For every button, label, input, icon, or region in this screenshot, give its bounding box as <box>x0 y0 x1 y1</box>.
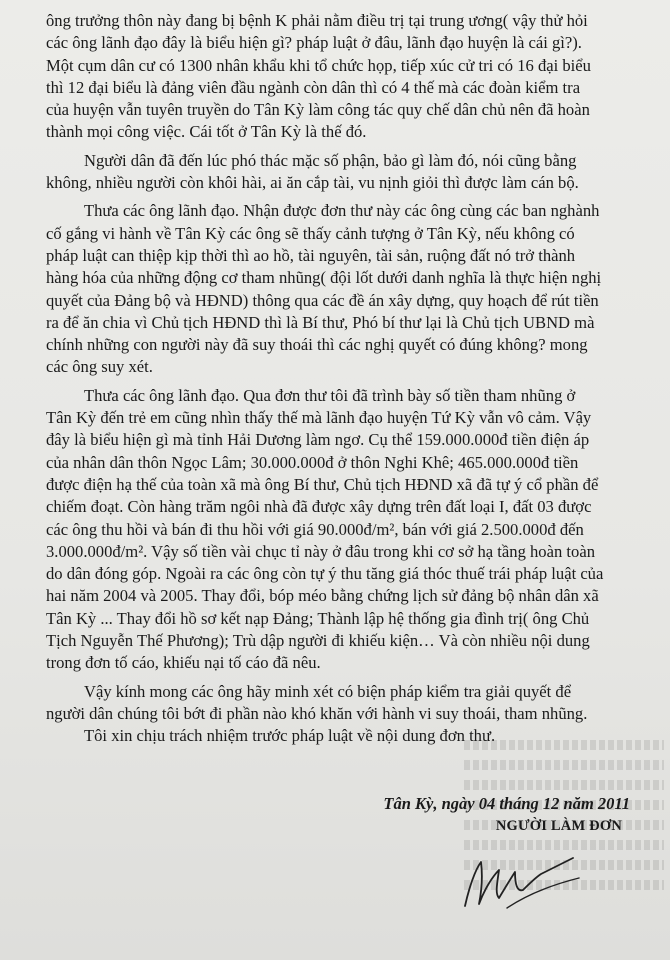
body-line: Một cụm dân cư có 1300 nhân khẩu khi tổ chức họp, tiếp xúc cử tri có 16 đại biểu <box>46 55 591 75</box>
paragraph-start: Thưa các ông lãnh đạo. Qua đơn thư tôi đã trình bày số tiền tham nhũng ở <box>84 385 576 405</box>
body-line: chiếm đoạt. Còn hàng trăm ngôi nhà đã được xây dựng trên đất loại I, đất 03 được <box>46 497 592 517</box>
place-date: Tân Kỳ, ngày 04 tháng 12 năm 2011 <box>383 794 630 813</box>
body-line: pháp luật can thiệp kịp thời thì ao hồ, tài nguyên, tài sản, ruộng đất nó trở thành <box>46 245 576 265</box>
body-line: của nhân dân thôn Ngọc Lâm; 30.000.000đ ở thôn Nghi Khê; 465.000.000đ tiền <box>46 452 579 472</box>
signer-title: NGƯỜI LÀM ĐƠN <box>495 818 622 834</box>
body-line: các ông thu hồi và bán đi thu hồi với giá 90.000đ/m², bán với giá 2.500.000đ đến <box>46 519 584 539</box>
letter-body <box>46 10 628 748</box>
body-line: thì 12 đại biểu là đảng viên đầu ngành còn dân thì có 4 thế mà các đoàn kiểm tra <box>46 77 581 97</box>
body-line: Tân Kỳ đến trẻ em cũng nhìn thấy thế mà lãnh đạo huyện Tứ Kỳ vẫn vô cảm. Vậy <box>46 408 592 428</box>
body-line: được điện hạ thế của toàn xã mà ông Bí thư, Chủ tịch HĐND xã đã tự ý cổ phần để <box>46 474 599 494</box>
body-line: trong đơn tố cáo, khiếu nại tố cáo đã nêu. <box>46 653 321 673</box>
body-line: Tịch Nguyễn Thế Phương); Trù dập người đi khiếu kiện… Và còn nhiều nội dung <box>46 631 590 651</box>
body-line: của huyện vẫn tuyên truyền do Tân Kỳ làm công tác quy chế dân chủ nên đã hoàn <box>46 100 590 120</box>
body-line: ông trưởng thôn này đang bị bệnh K phải nằm điều trị tại trung ương( vậy thử hỏi <box>46 11 588 30</box>
body-line: chính những con người này đã suy thoái thì các nghị quyết có đúng không? mong <box>46 335 588 355</box>
body-line: quyết của Đảng bộ và HĐND) thông qua các đề án xây dựng, quy hoạch để rút tiền <box>46 290 599 310</box>
body-line: hàng hóa của những động cơ tham nhũng( đội lốt dưới danh nghĩa là thực hiện nghị <box>46 268 602 288</box>
paragraph-start: Thưa các ông lãnh đạo. Nhận được đơn thư này các ông cùng các ban nghành <box>84 201 600 221</box>
paragraph-start: Vậy kính mong các ông hãy minh xét có biện pháp kiểm tra giải quyết để <box>84 681 572 701</box>
body-line: 3.000.000đ/m². Vậy số tiền vài chục tỉ này ở đâu trong khi cơ sở hạ tầng hoàn toàn <box>46 541 595 561</box>
body-line: cố gắng vi hành về Tân Kỳ các ông sẽ thấy cảnh tượng ở Tân Kỳ, nếu không có <box>46 223 575 243</box>
handwritten-signature <box>455 848 585 918</box>
body-line: các ông suy xét. <box>46 357 153 377</box>
body-line: do dân đóng góp. Ngoài ra các ông còn tự ý thu tăng giá thóc thuế trái pháp luật của <box>46 564 604 584</box>
body-line: thành mọi công việc. Cái tốt ở Tân Kỳ là thế đó. <box>46 122 367 142</box>
body-line: ra để ăn chia vì Chủ tịch HĐND thì là Bí thư, Phó bí thư lại là Chủ tịch UBND mà <box>46 312 595 332</box>
paragraph-start: Người dân đã đến lúc phó thác mặc số phận, bảo gì làm đó, nói cũng bằng <box>84 150 577 170</box>
body-line: các ông lãnh đạo đây là biểu hiện gì? pháp luật ở đâu, lãnh đạo huyện là cái gì?). <box>46 33 582 53</box>
paragraph-start: Tôi xin chịu trách nhiệm trước pháp luật về nội dung đơn thư. <box>84 726 496 746</box>
body-line: người dân chúng tôi bớt đi phần nào khó khăn với hành vi suy thoái, tham nhũng. <box>46 703 588 723</box>
body-line: hai năm 2004 và 2005. Thay đổi, bóp méo bằng chứng lịch sử đảng bộ nhân dân xã <box>46 586 599 606</box>
body-line: Tân Kỳ ... Thay đổi hồ sơ kết nạp Đảng; Thành lập hệ thống gia đình trị( ông Chủ <box>46 608 590 628</box>
body-line: không, nhiều người còn khôi hài, ai ăn cắp tài, vu nịnh giỏi thì được làm cán bộ. <box>46 173 579 193</box>
body-line: đây là biểu hiện gì mà tỉnh Hải Dương làm ngơ. Cụ thể 159.000.000đ tiền điện áp <box>46 430 590 450</box>
